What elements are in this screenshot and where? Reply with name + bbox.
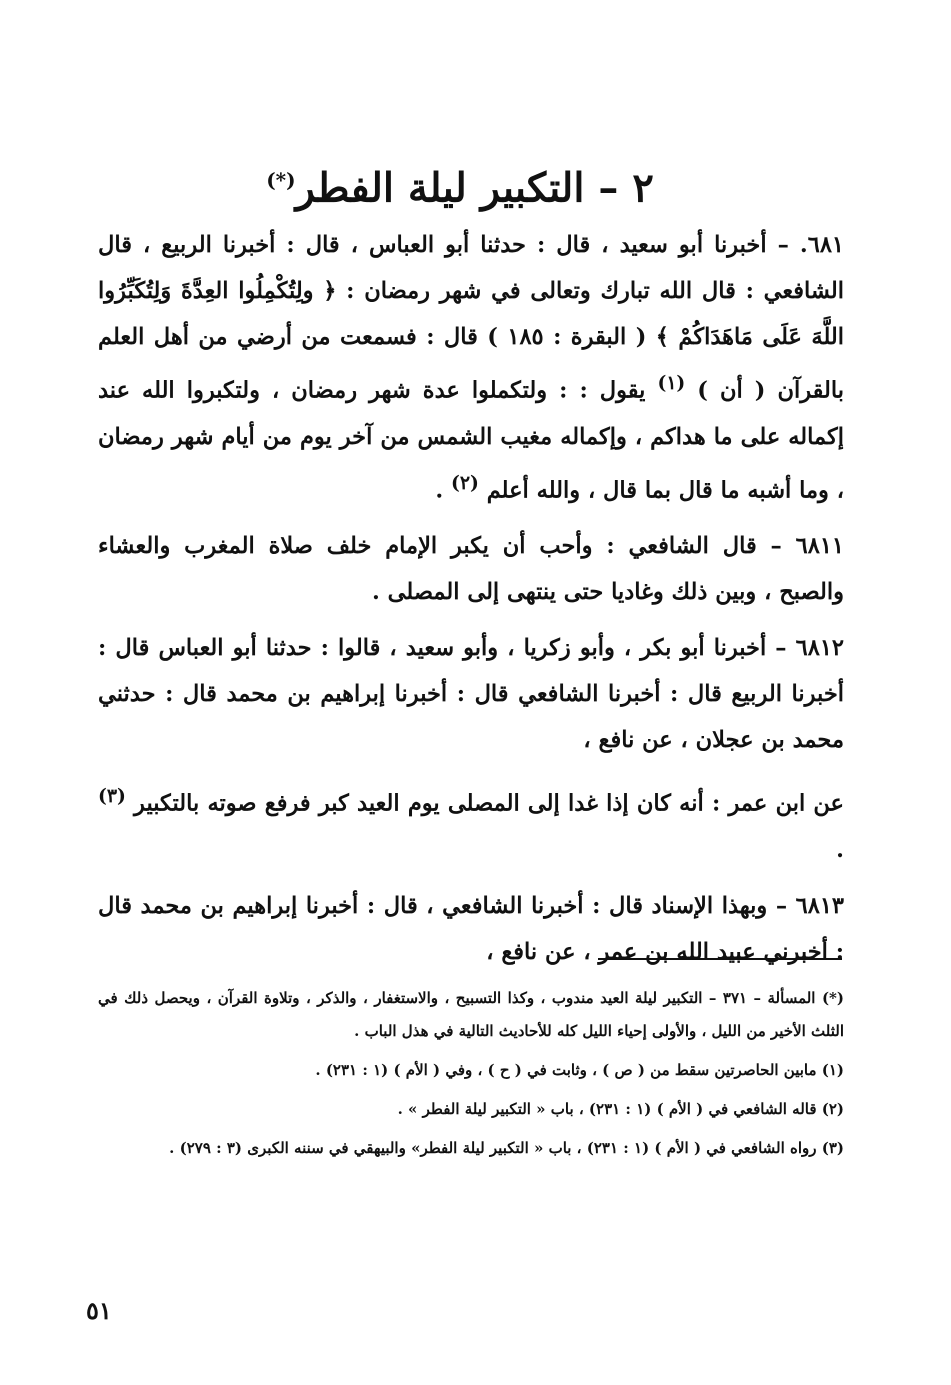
paragraph-text: يقول : : ولتكملوا عدة شهر رمضان ، ولتكبروا الله عند إكماله على ما هداكم ، وإكماله مغيب الشمس من آخر يوم من أيام شهر رمضان ، وما أشبه ما قال بما قال ، والله أعلم	[98, 377, 844, 503]
footnote-1: (١) مابين الحاصرتين سقط من ( ص ) ، وثابت في ( ح ) ، وفي ( الأم ) (١ : ٢٣١) .	[315, 1061, 844, 1079]
footnote-2: (٢) قاله الشافعي في ( الأم ) (١ : ٢٣١) ، باب « التكبير ليلة الفطر » .	[397, 1100, 844, 1118]
paragraph-text: .	[836, 836, 844, 863]
chapter-title	[120, 152, 800, 216]
chapter-title-text: ٢ – التكبير ليلة الفطر	[295, 164, 654, 212]
hadith-paragraph-6811: ٦٨١١ – قال الشافعي : وأحب أن يكبر الإمام خلف صلاة المغرب والعشاء والصبح ، وبين ذلك وغاديا حتى ينتهى إلى المصلى .	[98, 533, 844, 605]
main-text	[98, 222, 844, 985]
footnote-ref-3: (٣)	[98, 785, 126, 807]
title-footnote-marker: (*)	[266, 168, 296, 192]
hadith-paragraph-6812: ٦٨١٢ – أخبرنا أبو بكر ، وأبو زكريا ، وأبو سعيد ، قالوا : حدثنا أبو العباس قال : أخبرنا الربيع قال : أخبرنا الشافعي قال : أخبرنا إبراهيم بن محمد قال : حدثني محمد بن عجلان ، عن نافع ،	[98, 635, 844, 753]
paragraph-text: ٦٨١. – أخبرنا أبو سعيد ، قال : حدثنا أبو العباس ، قال : أخبرنا الربيع ، قال الشافعي : قال الله تبارك وتعالى في شهر رمضان : ﴿ ولِتُكْمِلُوا العِدَّةَ وَلِتُكَبِّرُوا اللَّهَ عَلَى مَاهَدَاكُمْ ﴾ ( البقرة : ١٨٥ ) قال : فسمعت من أرضي من أهل العلم بالقرآن ( أن )	[98, 232, 845, 404]
page-number: ٥١	[86, 1296, 112, 1325]
hadith-paragraph-6812-matn	[98, 773, 844, 873]
hadith-paragraph-6813: ٦٨١٣ – وبهذا الإسناد قال : أخبرنا الشافعي ، قال : أخبرنا إبراهيم بن محمد قال : أخبرني عبيد الله بن عمر ، عن نافع ،	[98, 892, 844, 965]
paragraph-text: عن ابن عمر : أنه كان إذا غدا إلى المصلى يوم العيد كبر فرفع صوته بالتكبير	[125, 790, 844, 817]
footnote-divider	[598, 958, 842, 960]
footnote-3: (٣) رواه الشافعي في ( الأم ) (١ : ٢٣١) ، باب « التكبير ليلة الفطر» والبيهقي في سننه الكبرى (٣ : ٢٧٩) .	[169, 1139, 844, 1157]
hadith-paragraph-6810	[98, 222, 844, 513]
paragraph-text: .	[435, 477, 452, 503]
footnotes-section	[98, 982, 844, 1171]
footnote-ref-2: (٢)	[451, 471, 479, 494]
footnote-ref-1: (١)	[657, 372, 686, 394]
footnote-star: (*) المسألة – ٣٧١ – التكبير ليلة العيد مندوب ، وكذا التسبيح ، والاستغفار ، والذكر ، وتلاوة القرآن ، ويحصل ذلك في الثلث الأخير من الليل ، والأولى إحياء الليل كله للأحاديث التالية في هذل الباب .	[98, 989, 844, 1040]
